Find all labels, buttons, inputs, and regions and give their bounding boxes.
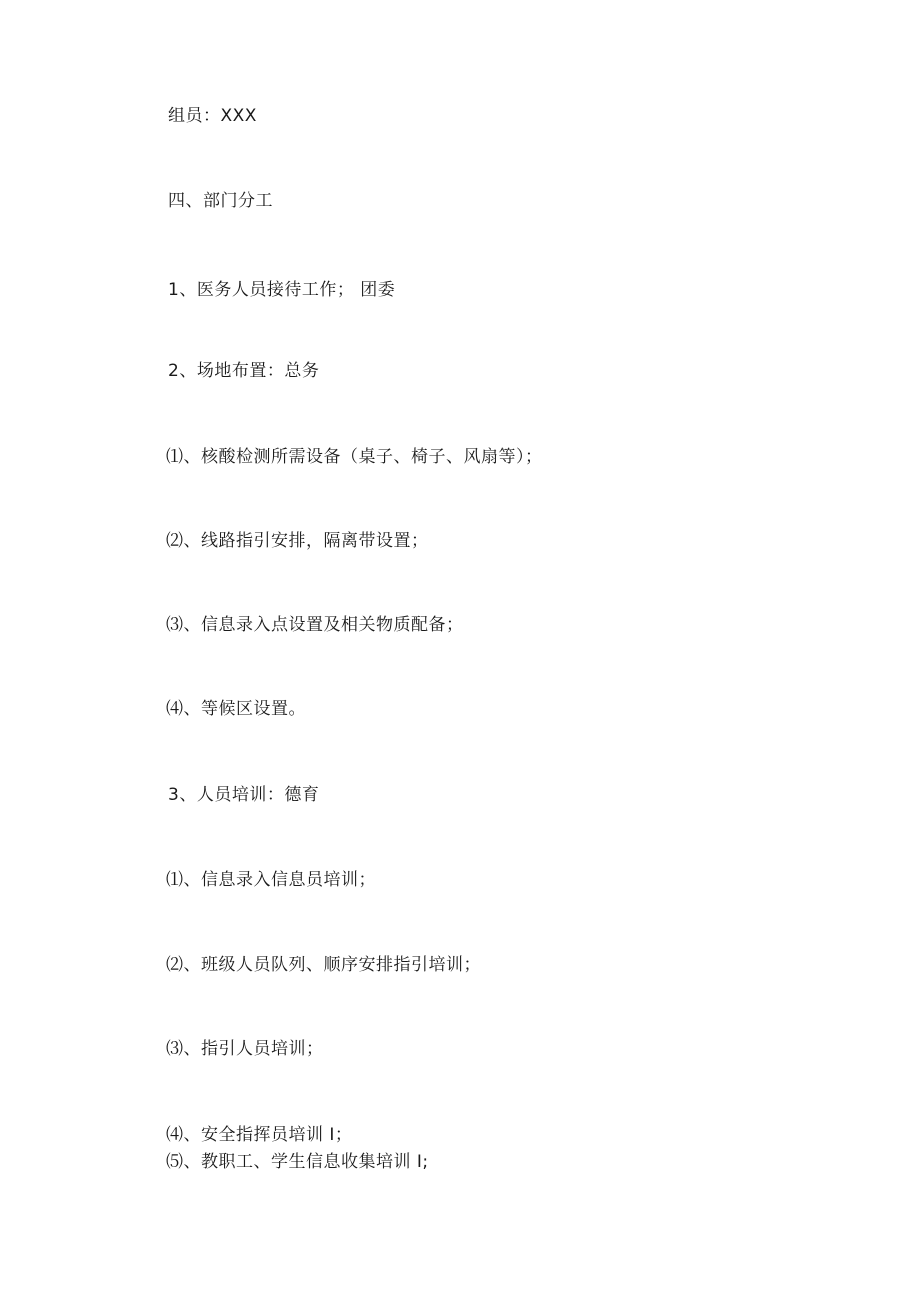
item-2-venue-setup: 2、场地布置：总务 bbox=[168, 361, 320, 381]
team-members-line: 组员：XXX bbox=[168, 106, 257, 126]
subitem-2-4-waiting-area: ⑷、等候区设置。 bbox=[166, 699, 306, 719]
subitem-2-2-route-guidance: ⑵、线路指引安排，隔离带设置； bbox=[166, 531, 429, 551]
subitem-3-1-info-clerk-training: ⑴、信息录入信息员培训； bbox=[166, 870, 376, 890]
item-1-medical-reception: 1、医务人员接待工作； 团委 bbox=[168, 280, 396, 300]
subitem-2-3-info-entry-point: ⑶、信息录入点设置及相关物质配备； bbox=[166, 615, 464, 635]
subitem-3-4-safety-commander-training: ⑷、安全指挥员培训 I； bbox=[166, 1125, 353, 1145]
item-3-staff-training: 3、人员培训：德育 bbox=[168, 785, 320, 805]
subitem-3-3-guide-training: ⑶、指引人员培训； bbox=[166, 1039, 324, 1059]
section-heading-department-division: 四、部门分工 bbox=[168, 191, 273, 211]
subitem-2-1-equipment: ⑴、核酸检测所需设备（桌子、椅子、风扇等）； bbox=[166, 447, 543, 467]
subitem-3-5-info-collection-training: ⑸、教职工、学生信息收集培训 I; bbox=[166, 1152, 429, 1172]
subitem-3-2-class-queue-training: ⑵、班级人员队列、顺序安排指引培训； bbox=[166, 955, 481, 975]
